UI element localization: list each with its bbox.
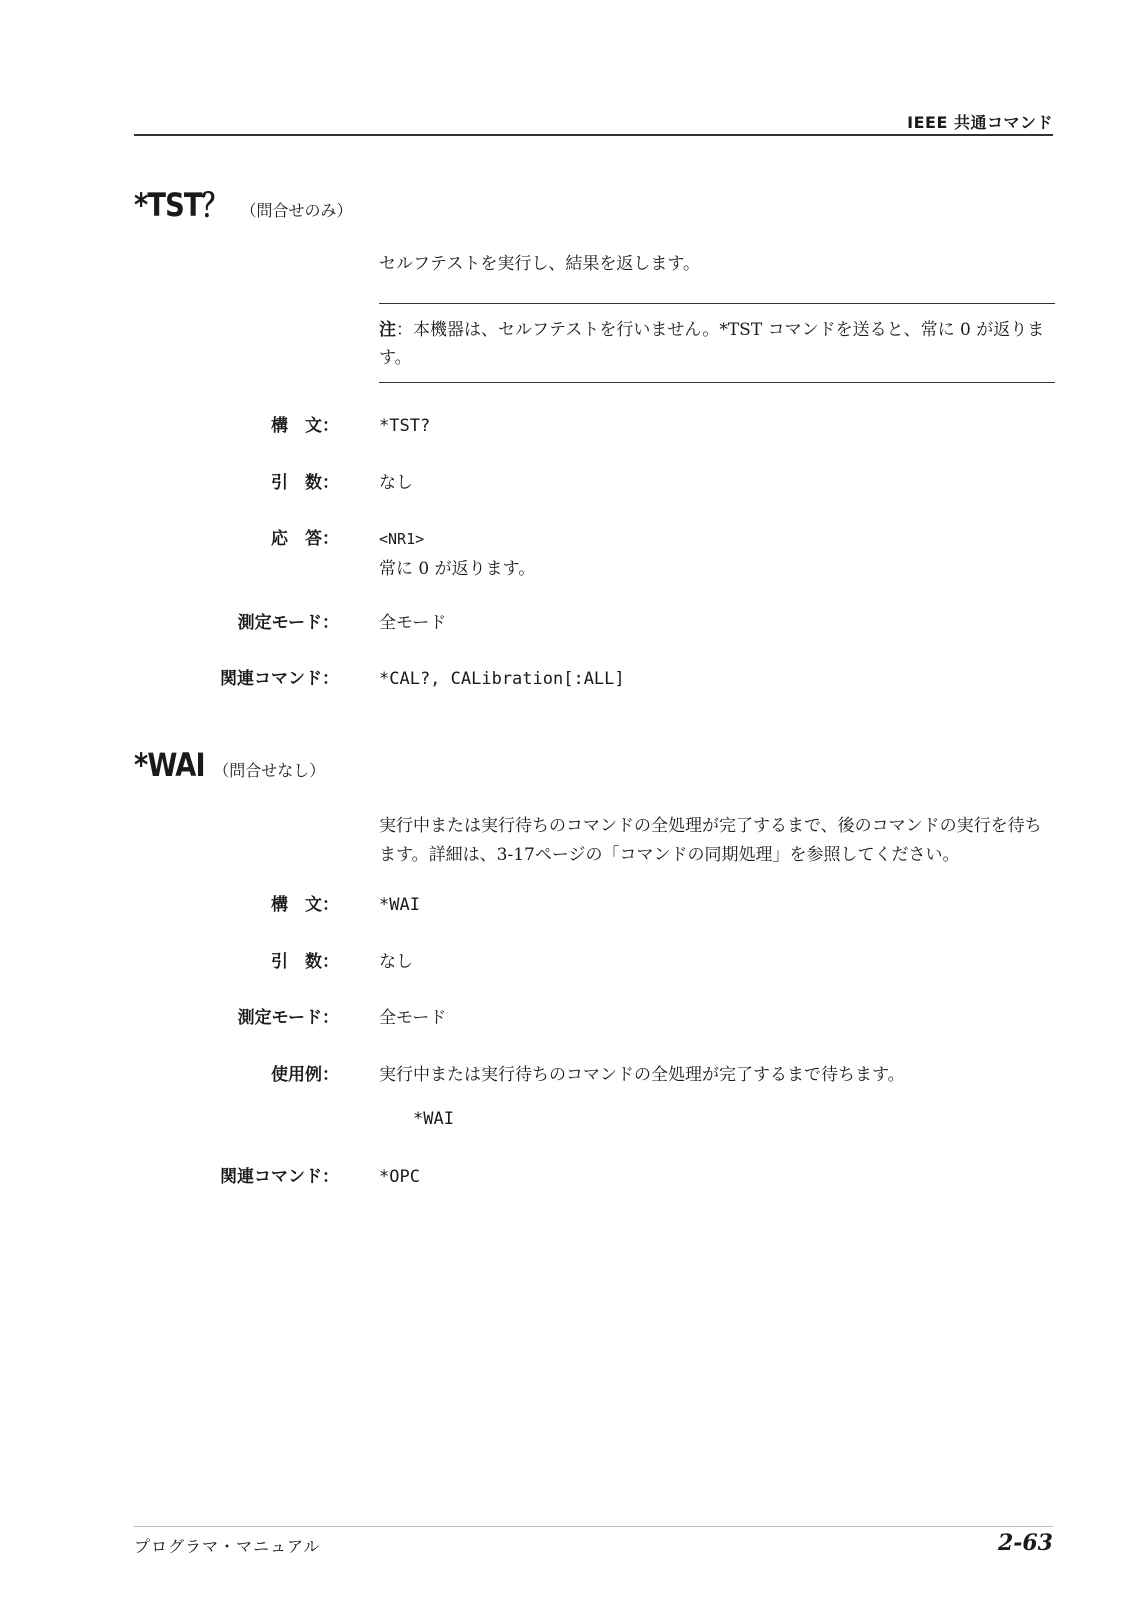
args-label: 引 数： [271, 473, 339, 493]
manual-title: プログラマ・マニュアル [134, 1537, 321, 1556]
note-label: 注 [379, 320, 396, 340]
mode-label: 測定モード： [237, 613, 339, 633]
page-number: 2-63 [997, 1530, 1053, 1556]
footer-divider [134, 1526, 1053, 1527]
args-label: 引 数： [271, 952, 339, 972]
response-value [379, 527, 535, 581]
wai-title [134, 746, 325, 784]
response-description: 常に 0 が返ります。 [379, 559, 536, 579]
example-label: 使用例： [271, 1065, 339, 1085]
syntax-value: *TST? [379, 416, 431, 436]
related-value: *OPC [379, 1167, 420, 1187]
tst-title [134, 180, 352, 226]
related-label: 関連コマンド： [220, 669, 339, 689]
mode-value: 全モード [379, 1008, 447, 1028]
wai-qualifier: （問合せなし） [213, 761, 326, 780]
syntax-label: 構 文： [271, 895, 339, 915]
tst-note [379, 303, 1055, 383]
section-header: IEEE 共通コマンド [907, 113, 1053, 132]
response-type: <NR1> [379, 530, 425, 548]
args-value: なし [379, 473, 413, 493]
related-label: 関連コマンド： [220, 1167, 339, 1187]
wai-description: 実行中または実行待ちのコマンドの全処理が完了するまで、後のコマンドの実行を待ちます。詳細は、3-17ページの「コマンドの同期処理」を参照してください。 [379, 816, 1042, 865]
syntax-value: *WAI [379, 895, 420, 915]
mode-value: 全モード [379, 613, 447, 633]
syntax-label: 構 文： [271, 416, 339, 436]
wai-command: *WAI [134, 746, 205, 784]
note-text: ：本機器は、セルフテストを行いません。*TST コマンドを送ると、常に 0 が返ります。 [379, 320, 1045, 368]
related-value: *CAL?, CALibration[:ALL] [379, 669, 625, 689]
args-value: なし [379, 952, 413, 972]
response-label: 応 答： [271, 529, 339, 549]
mode-label: 測定モード： [237, 1008, 339, 1028]
tst-qualifier: （問合せのみ） [240, 201, 353, 220]
header-divider [134, 134, 1053, 136]
tst-description: セルフテストを実行し、結果を返します。 [379, 254, 700, 274]
example-value: 実行中または実行待ちのコマンドの全処理が完了するまで待ちます。 [379, 1065, 905, 1085]
example-code: *WAI [413, 1109, 454, 1129]
tst-command: *TST？ [134, 186, 228, 224]
